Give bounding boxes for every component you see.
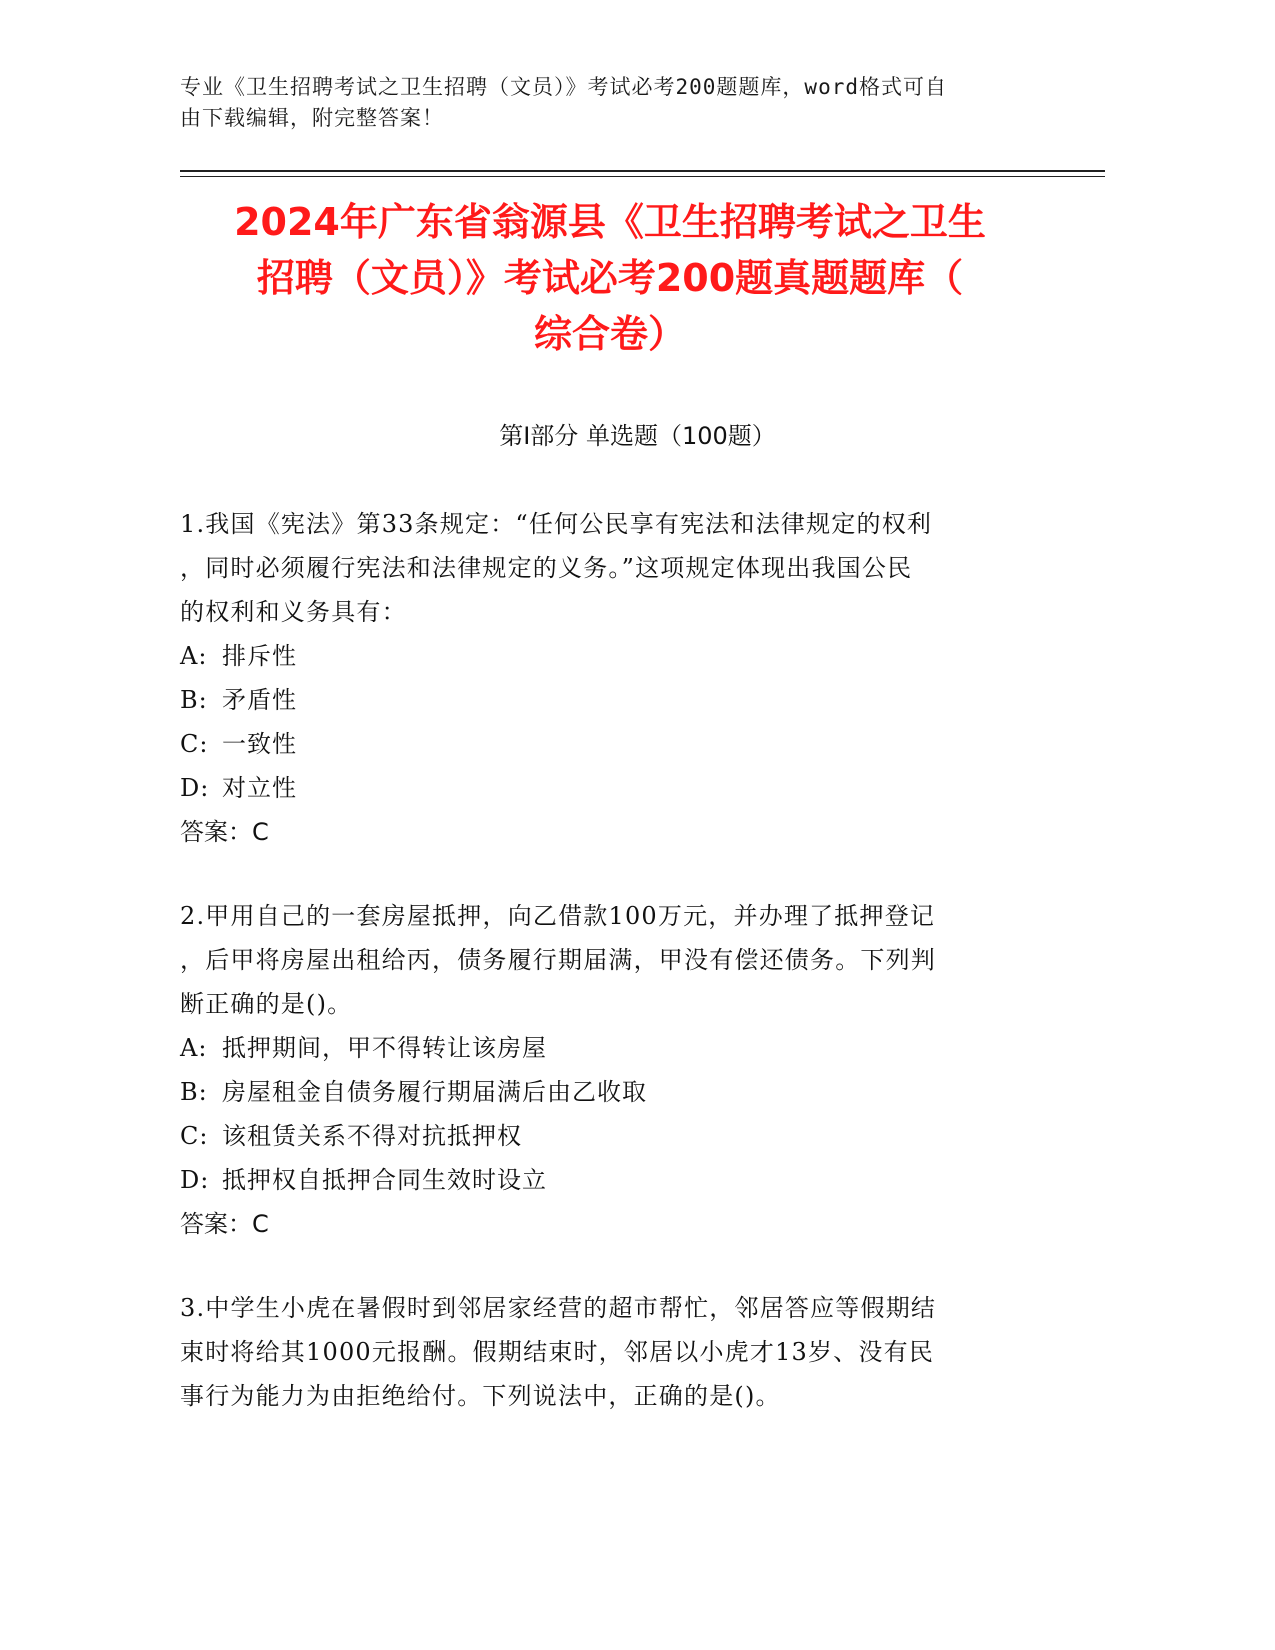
title-line-1: 2024年广东省翁源县《卫生招聘考试之卫生: [234, 200, 986, 244]
option-c: [180, 1114, 1030, 1158]
option-letter: A:: [180, 1034, 208, 1062]
option-d: [180, 766, 1030, 810]
option-b: [180, 678, 1030, 722]
option-text: 该租赁关系不得对抗抵押权: [222, 1122, 522, 1150]
question-stem-line: 2.甲用自己的一套房屋抵押，向乙借款100万元，并办理了抵押登记: [180, 902, 936, 930]
option-text: 对立性: [222, 774, 297, 802]
question-stem-line: 断正确的是()。: [180, 990, 353, 1018]
option-letter: B:: [180, 686, 208, 714]
header-line-1: 专业《卫生招聘考试之卫生招聘（文员）》考试必考200题题库，word格式可自: [180, 75, 947, 99]
option-text: 房屋租金自债务履行期届满后由乙收取: [222, 1078, 647, 1106]
option-letter: C:: [180, 1122, 209, 1150]
document-header-note: [180, 72, 1020, 134]
section-heading: 第Ⅰ部分 单选题（100题）: [499, 422, 776, 450]
option-letter: D:: [180, 1166, 210, 1194]
answer-line: 答案：C: [180, 818, 269, 846]
question-3: [180, 1286, 1030, 1418]
option-text: 抵押权自抵押合同生效时设立: [222, 1166, 547, 1194]
option-a: [180, 1026, 1030, 1070]
option-text: 矛盾性: [222, 686, 297, 714]
question-stem-line: 的权利和义务具有：: [180, 598, 407, 626]
option-b: [180, 1070, 1030, 1114]
option-letter: D:: [180, 774, 210, 802]
header-divider-thin: [180, 176, 1105, 177]
header-divider-thick: [180, 170, 1105, 172]
question-1: [180, 502, 1030, 854]
option-c: [180, 722, 1030, 766]
option-letter: C:: [180, 730, 209, 758]
answer-line: 答案：C: [180, 1210, 269, 1238]
document-title: [170, 194, 1050, 362]
header-line-2: 由下载编辑，附完整答案！: [180, 106, 444, 130]
title-line-3: 综合卷）: [533, 312, 686, 356]
option-text: 排斥性: [222, 642, 297, 670]
option-a: [180, 634, 1030, 678]
option-letter: B:: [180, 1078, 208, 1106]
question-2: [180, 894, 1030, 1246]
question-stem-line: ，后甲将房屋出租给丙，债务履行期届满，甲没有偿还债务。下列判: [180, 946, 936, 974]
question-stem-line: 束时将给其1000元报酬。假期结束时，邻居以小虎才13岁、没有民: [180, 1338, 935, 1366]
option-text: 一致性: [222, 730, 297, 758]
question-stem-line: ，同时必须履行宪法和法律规定的义务。”这项规定体现出我国公民: [180, 554, 913, 582]
question-stem-line: 1.我国《宪法》第33条规定：“任何公民享有宪法和法律规定的权利: [180, 510, 933, 538]
option-d: [180, 1158, 1030, 1202]
title-line-2: 招聘（文员）》考试必考200题真题题库（: [256, 256, 964, 300]
question-stem-line: 事行为能力为由拒绝给付。下列说法中，正确的是()。: [180, 1382, 781, 1410]
question-stem-line: 3.中学生小虎在暑假时到邻居家经营的超市帮忙，邻居答应等假期结: [180, 1294, 937, 1322]
option-text: 抵押期间，甲不得转让该房屋: [222, 1034, 547, 1062]
option-letter: A:: [180, 642, 208, 670]
